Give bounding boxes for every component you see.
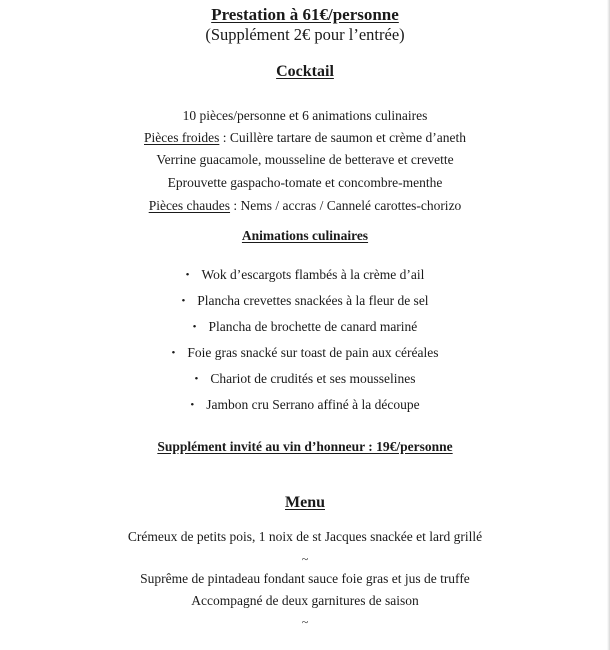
cocktail-heading: Cocktail	[276, 63, 334, 80]
cold-pieces-item-2: Verrine guacamole, mousseline de betterave et crevette	[156, 152, 454, 167]
bullet-icon: •	[185, 269, 190, 281]
cold-pieces-label: Pièces froides	[144, 130, 220, 145]
cold-pieces-item-1: : Cuillère tartare de saumon et crème d’aneth	[219, 130, 466, 145]
animations-list	[0, 265, 610, 421]
wine-supplement: Supplément invité au vin d’honneur : 19€/personne	[157, 439, 453, 454]
hot-pieces-label: Pièces chaudes	[148, 198, 231, 213]
cold-pieces-line	[0, 130, 610, 146]
list-item: • Plancha de brochette de canard mariné	[0, 317, 610, 343]
cocktail-intro: 10 pièces/personne et 6 animations culinaires	[182, 108, 428, 123]
menu-heading: Menu	[285, 494, 325, 511]
page-subtitle: (Supplément 2€ pour l’entrée)	[205, 25, 405, 44]
menu-starter: Crémeux de petits pois, 1 noix de st Jacques snackée et lard grillé	[127, 529, 483, 544]
list-item: • Wok d’escargots flambés à la crème d’ail	[0, 265, 610, 291]
menu-main-side: Accompagné de deux garnitures de saison	[191, 593, 419, 608]
bullet-icon: •	[190, 399, 195, 411]
hot-pieces-items: : Nems / accras / Cannelé carottes-chorizo	[230, 198, 462, 213]
menu-separator: ~	[301, 615, 309, 629]
bullet-icon: •	[171, 347, 176, 359]
list-item: • Jambon cru Serrano affiné à la découpe	[0, 395, 610, 421]
bullet-icon: •	[194, 373, 199, 385]
hot-pieces-line	[0, 198, 610, 214]
bullet-icon: •	[181, 295, 186, 307]
list-item: • Foie gras snacké sur toast de pain aux céréales	[0, 343, 610, 369]
page-title: Prestation à 61€/personne	[211, 5, 399, 24]
list-item: • Chariot de crudités et ses mousselines	[0, 369, 610, 395]
animations-heading: Animations culinaires	[241, 228, 369, 243]
menu-separator: ~	[301, 552, 309, 566]
list-item: • Plancha crevettes snackées à la fleur de sel	[0, 291, 610, 317]
menu-main-course: Suprême de pintadeau fondant sauce foie gras et jus de truffe	[140, 571, 470, 586]
cold-pieces-item-3: Eprouvette gaspacho-tomate et concombre-menthe	[167, 175, 443, 190]
bullet-icon: •	[192, 321, 197, 333]
